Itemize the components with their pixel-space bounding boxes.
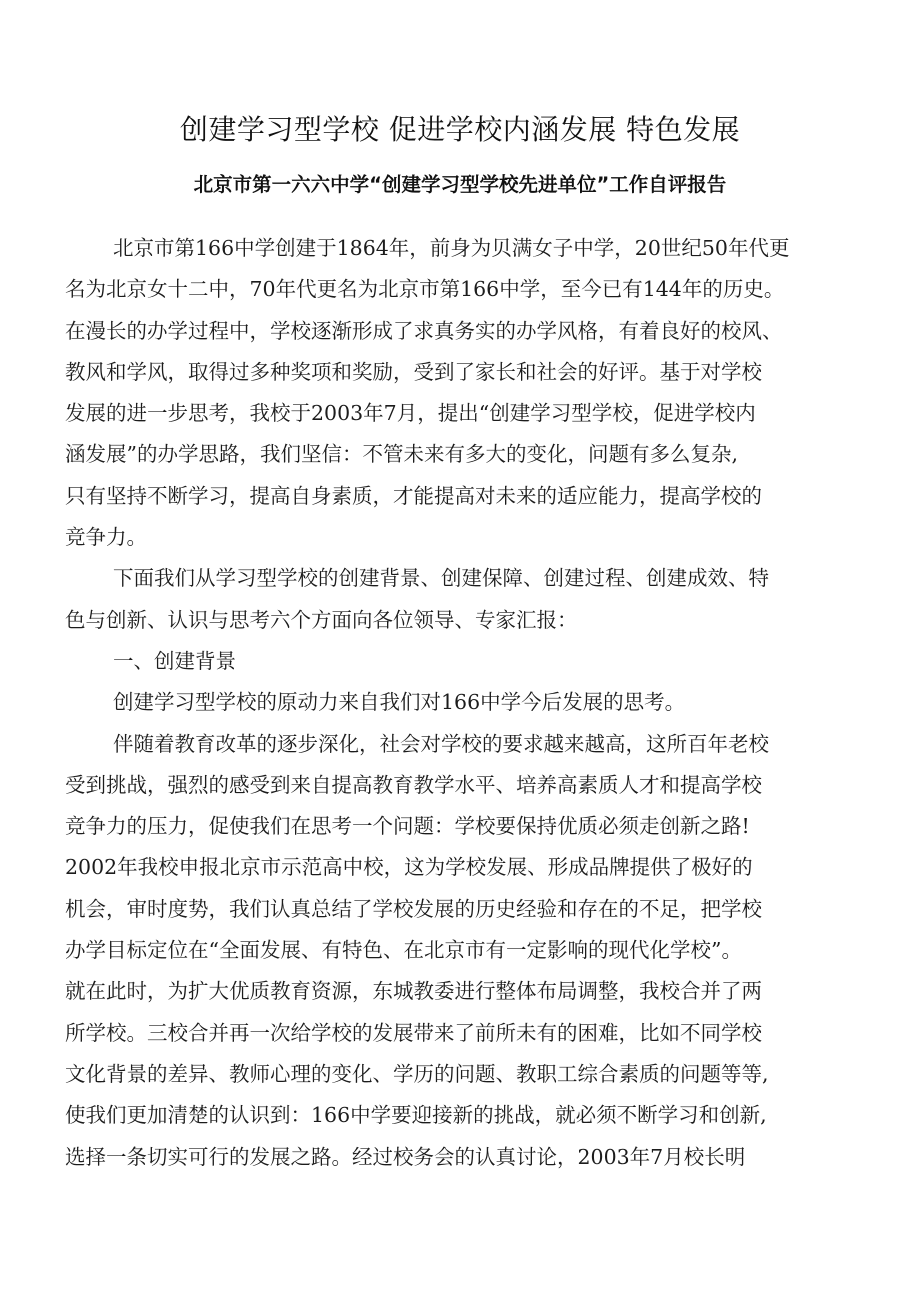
body-line: 教风和学风，取得过多种奖项和奖励，受到了家长和社会的好评。基于对学校 xyxy=(65,359,762,384)
document-title: 创建学习型学校 促进学校内涵发展 特色发展 xyxy=(179,113,741,146)
body-line: 办学目标定位在“全面发展、有特色、在北京市有一定影响的现代化学校”。 xyxy=(65,938,742,963)
body-line: 涵发展”的办学思路，我们坚信：不管未来有多大的变化，问题有多么复杂, xyxy=(65,442,738,467)
body-line: 文化背景的差异、教师心理的变化、学历的问题、教职工综合素质的问题等等, xyxy=(65,1061,769,1086)
body-line: 所学校。三校合并再一次给学校的发展带来了前所未有的困难，比如不同学校 xyxy=(65,1020,762,1045)
document-body xyxy=(65,228,825,1178)
section-heading: 一、创建背景 xyxy=(113,648,236,673)
body-line: 竞争力。 xyxy=(65,525,147,550)
body-line: 只有坚持不断学习，提高自身素质，才能提高对未来的适应能力，提高学校的 xyxy=(65,483,762,508)
body-line: 色与创新、认识与思考六个方面向各位领导、专家汇报： xyxy=(65,607,578,632)
body-line: 北京市第166中学创建于1864年，前身为贝满女子中学，20世纪50年代更 xyxy=(113,236,790,260)
body-line: 发展的进一步思考，我校于2003年7月，提出“创建学习型学校，促进学校内 xyxy=(65,401,756,426)
body-line: 受到挑战，强烈的感受到来自提高教育教学水平、培养高素质人才和提高学校 xyxy=(65,772,762,797)
body-line: 伴随着教育改革的逐步深化，社会对学校的要求越来越高，这所百年老校 xyxy=(113,731,769,756)
body-line: 在漫长的办学过程中，学校逐渐形成了求真务实的办学风格，有着良好的校风、 xyxy=(65,318,783,343)
body-line: 下面我们从学习型学校的创建背景、创建保障、创建过程、创建成效、特 xyxy=(113,566,769,591)
body-line: 就在此时，为扩大优质教育资源，东城教委进行整体布局调整，我校合并了两 xyxy=(65,979,762,1004)
body-line: 创建学习型学校的原动力来自我们对166中学今后发展的思考。 xyxy=(113,690,686,715)
body-line: 名为北京女十二中，70年代更名为北京市第166中学，至今已有144年的历史。 xyxy=(65,277,785,302)
body-line: 2002年我校申报北京市示范高中校，这为学校发展、形成品牌提供了极好的 xyxy=(65,855,753,880)
body-line: 竞争力的压力，促使我们在思考一个问题：学校要保持优质必须走创新之路! xyxy=(65,814,750,839)
body-line: 选择一条切实可行的发展之路。经过校务会的认真讨论，2003年7月校长明 xyxy=(65,1144,746,1169)
body-line: 机会，审时度势，我们认真总结了学校发展的历史经验和存在的不足，把学校 xyxy=(65,896,762,921)
document-subtitle: 北京市第一六六中学“创建学习型学校先进单位”工作自评报告 xyxy=(193,173,727,196)
body-line: 使我们更加清楚的认识到：166中学要迎接新的挑战，就必须不断学习和创新, xyxy=(65,1103,767,1128)
